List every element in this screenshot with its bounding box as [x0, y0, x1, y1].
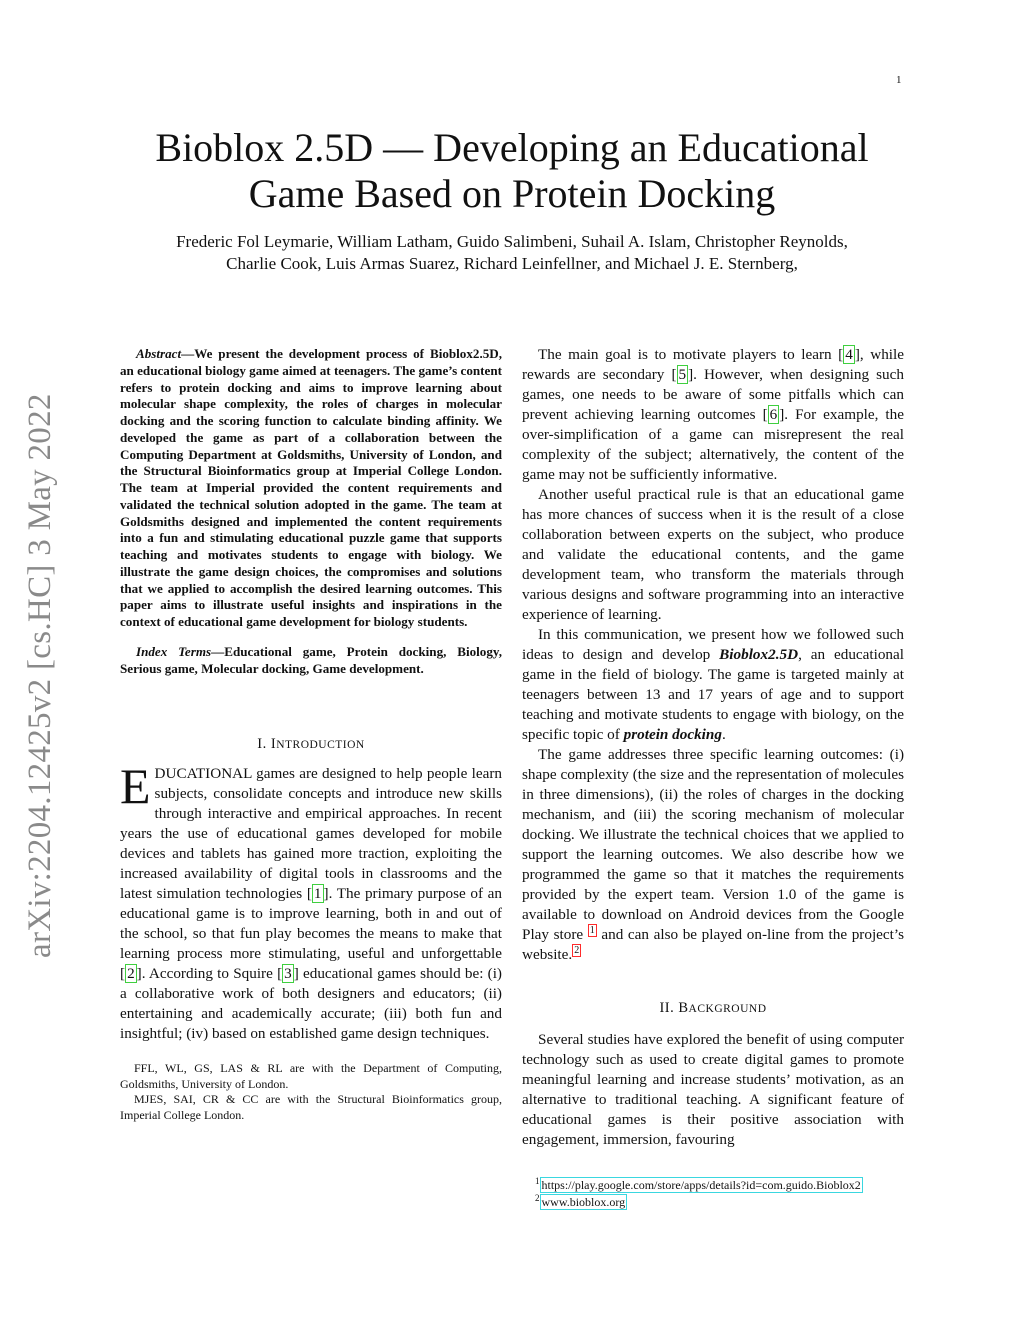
footnote-url-link[interactable]: https://play.google.com/store/apps/details?id=com.guido.Bioblox2 — [541, 1178, 861, 1192]
authors-line-1: Frederic Fol Leymarie, William Latham, Guido Salimbeni, Suhail A. Islam, Christopher Reynolds, — [176, 232, 848, 251]
section-heading-background: II. BACKGROUND — [659, 1000, 767, 1016]
footnote-1: $^1$ https://play.google.com/store/apps/details?id=com.guido.Bioblox2 — [535, 1176, 861, 1192]
citation-link[interactable]: 6 — [769, 406, 778, 423]
emphasis-game-name: Bioblox2.5D — [719, 646, 799, 663]
left-column — [120, 346, 502, 1123]
authors-line-2: Charlie Cook, Luis Armas Suarez, Richard Leinfellner, and Michael J. E. Sternberg, — [226, 254, 798, 273]
section-heading-introduction: I. INTRODUCTION — [257, 736, 365, 753]
affiliation-note-1: FFL, WL, GS, LAS & RL are with the Department of Computing, Goldsmiths, University of London. — [120, 1061, 502, 1091]
citation-link[interactable]: 3 — [284, 965, 292, 983]
intro-paragraph: EDUCATIONAL games are designed to help people learn subjects, consolidate concepts and introduce new skills through interactive and empirical approaches. In recent years the use of educational games developed for mobile devices and tablets has gained more traction, exploiting the increased availability of digital tools in classrooms and the latest simulation technologies [ 1 ]. The primary purpose of an educational game is to improve learning, both in and out of the school, so that fun play becomes the means to make that learning process more stimulating, useful and unforgettable [ 2 ]. According to Squire [ 3 ] educational games should be: (i) a collaborative work of both designers and educators; (ii) entertaining and academically accurate; (iii) both fun and insightful; (iv) based on established game design techniques. — [120, 758, 503, 1043]
abstract-text: —We present the development process of Bioblox2.5D, an educational biology game aimed at teenagers. The game’s content refers to protein docking and aims to improve learning about molecular shape complexity, the roles of charges in molecular docking and the scoring function to calculate binding affinity. We developed the game as part of a collaboration between the Computing Department at Goldsmiths, University of London, and the Structural Bioinformatics group at Imperial College London. The team at Imperial provided the content requirements and validated the technical solution adopted in the game. The team at Goldsmiths designed and implemented the content requirements into a fun and stimulating educational puzzle game that supports teaching and motivates students to engage with biology. We illustrate the game design choices, the compromises and solutions that we applied to accomplish the desired learning outcomes. This paper aims to illustrate useful insights and inspirations in the context of educational game development for biology students. — [120, 346, 502, 629]
right-paragraph-2: Another useful practical rule is that an educational game has more chances of success when it is the result of a close collaboration between experts on the subject, who produce and validate the educational contents, and the game development team, who transform the materials through various designs and software programming into an interactive experience of learning. — [522, 486, 904, 623]
citation-link[interactable]: 4 — [845, 346, 853, 363]
footnotes — [535, 1177, 863, 1211]
footnote-url-link[interactable]: www.bioblox.org — [541, 1195, 626, 1209]
page-number: 1 — [896, 74, 902, 86]
citation-link[interactable]: 1 — [313, 885, 322, 903]
footnote-link[interactable]: 2 — [574, 944, 580, 956]
right-paragraph-4: The game addresses three specific learning outcomes: (i) shape complexity (the size and the representation of molecules in three dimensions), (ii) the roles of charges in the docking mechanism, and (iii) the scoring mechanism of molecular docking. We illustrate the technical choices that we applied to support the learning outcomes. We also describe how we programmed the game so that it matches the requirements provided by the expert team. Version 1.0 of the game is available to download on Android devices from the Google Play store $^1$ and can also be played on-line from the project’s website. $^2$ — [522, 746, 904, 963]
index-terms-label: Index Terms — [136, 643, 212, 659]
abstract — [120, 346, 502, 631]
arxiv-identifier: arXiv:2204.12425v2 [cs.HC] 3 May 2022 — [22, 393, 58, 958]
emphasis-topic: protein docking — [623, 726, 722, 743]
citation-link[interactable]: 2 — [127, 965, 135, 983]
index-terms — [120, 644, 502, 678]
index-terms-text: —Educational game, Protein docking, Biology, Serious game, Molecular docking, Game development. — [120, 643, 502, 676]
title-line-1: Bioblox 2.5D — Developing an Educational — [155, 125, 869, 170]
footnote-link[interactable]: 1 — [589, 924, 595, 936]
drop-cap: E — [120, 758, 151, 815]
background-paragraph: Several studies have explored the benefit of using computer technology such as used to create digital games to promote meaningful learning and increase students’ motivation, as an alternative to traditional teaching. A significant feature of educational games is their positive association with engagement, immersion, favouring — [522, 1031, 904, 1148]
paper-title — [100, 125, 924, 217]
right-column — [522, 345, 904, 1150]
author-list — [100, 231, 924, 275]
affiliation-note-2: MJES, SAI, CR & CC are with the Structural Bioinformatics group, Imperial College London. — [120, 1092, 502, 1122]
abstract-label: Abstract — [136, 346, 182, 361]
citation-link[interactable]: 5 — [678, 366, 687, 383]
right-paragraph-3: In this communication, we present how we followed such ideas to design and develop Bioblox2.5D, an educational game in the field of biology. The game is targeted mainly at teenagers between 13 and 17 years of age and to support teaching and motivate students to engage with biology, on the specific topic of protein docking. — [522, 626, 904, 743]
footnote-2: $^2$ www.bioblox.org — [535, 1193, 626, 1209]
right-paragraph-1: The main goal is to motivate players to learn [ 4 ], while rewards are secondary [ 5 ]. However, when designing such games, one needs to be aware of some pitfalls which can prevent achieving learning outcomes [ 6 ]. For example, the over-simplification of a game can misrepresent the real complexity of the subject; alternatively, the content of the game may not be sufficiently informative. — [522, 346, 904, 483]
title-line-2: Game Based on Protein Docking — [248, 171, 776, 216]
